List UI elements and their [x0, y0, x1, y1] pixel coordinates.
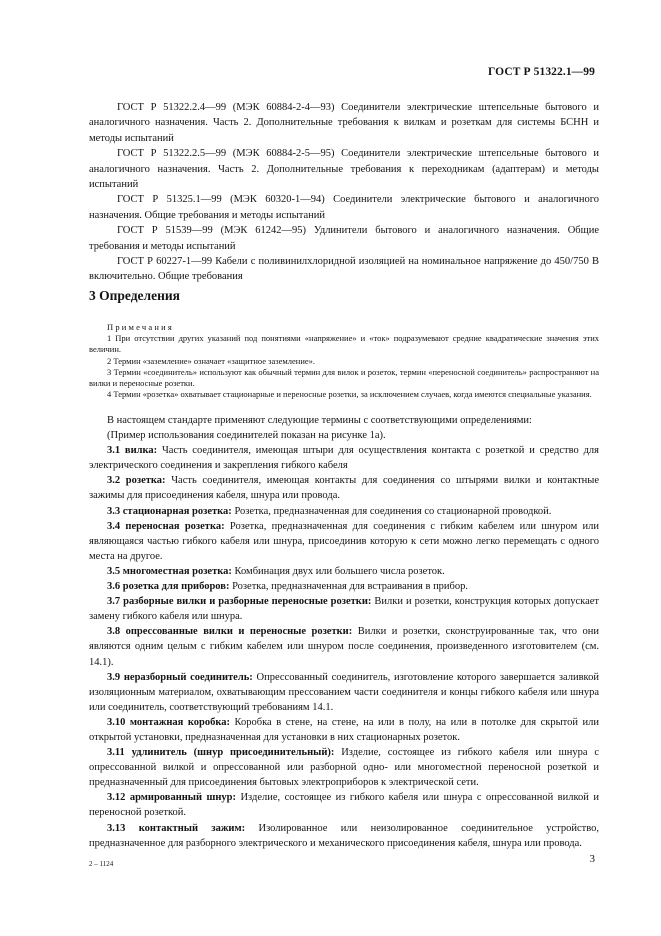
notes-title: Примечания: [107, 322, 174, 332]
definitions-body: [89, 413, 599, 851]
definition-term: 3.1 вилка:: [107, 445, 158, 457]
reference-item: ГОСТ Р 51322.2.5—99 (МЭК 60884-2-5—95) Соединители электрические штепсельные бытового и аналогичного назначения. Часть 2. Дополнительные требования к переходникам (адаптерам) и методы испытаний: [89, 148, 599, 191]
definition-term: 3.11 удлинитель (шнур присоединительный):: [107, 747, 335, 759]
definition-item: [89, 473, 599, 503]
note-item: 2 Термин «заземление» означает «защитное заземление».: [107, 355, 316, 366]
reference-item: ГОСТ Р 51322.2.4—99 (МЭК 60884-2-4—93) Соединители электрические штепсельные бытового и аналогичного назначения. Часть 2. Дополнительные требования к вилкам и розеткам для системы БСНН и методы испытаний: [89, 102, 599, 144]
definition-term: 3.8 опрессованные вилки и переносные розетки:: [107, 626, 353, 638]
definition-term: 3.12 армированный шнур:: [107, 792, 237, 804]
definition-text: Часть соединителя, имеющая контакты для соединения со штырями вилки и контактные зажимы для присоединения кабеля, шнура или провода.: [89, 475, 600, 502]
notes-block: [89, 322, 599, 400]
definition-item: [89, 519, 599, 564]
definition-text: Вилки и розетки, сконструированные так, что они являются одним целым с гибким кабелем или шнуром после соединения, произведенного изготовителем (см. 14.1).: [89, 626, 599, 668]
definition-term: 3.4 переносная розетка:: [107, 520, 225, 532]
standard-code-header: ГОСТ Р 51322.1—99: [488, 66, 595, 78]
normative-references: [89, 100, 599, 285]
definition-term: 3.6 розетка для приборов:: [107, 581, 230, 593]
definition-text: Коробка в стене, на стене, на или в полу, на или в потолке для скрытой или открытой установки, предназначенная для установки в них стационарных розеток.: [89, 716, 599, 743]
reference-item: ГОСТ Р 51539—99 (МЭК 61242—95) Удлинители бытового и аналогичного назначения. Общие требования и методы испытаний: [89, 225, 599, 252]
definition-item: [89, 821, 599, 851]
note-item: 3 Термин «соединитель» используют как обычный термин для вилок и розеток, термин «переносной соединитель» распространяют на вилки и переносные розетки.: [89, 366, 599, 389]
definition-term: 3.7 разборные вилки и разборные переносные розетки:: [107, 596, 372, 608]
definition-item: [89, 715, 599, 745]
definition-term: 3.3 стационарная розетка:: [107, 505, 232, 517]
definition-item: [89, 564, 599, 579]
definition-text: Розетка, предназначенная для соединения с гибким кабелем или шнуром или являющаяся частью гибкого кабеля или шнура, присоединив которую к сети можно легко перемещать с одного места на другое.: [89, 520, 599, 562]
definition-text: Часть соединителя, имеющая штыри для осуществления контакта с розеткой и средство для электрического соединения и закрепления гибкого кабеля: [89, 445, 599, 472]
definition-item: [89, 443, 599, 473]
definition-text: Изделие, состоящее из гибкого кабеля или шнура с опрессованной вилкой и опрессованной или разборной одно- или многоместной переносной розеткой и предназначенный для присоединения бытовых электроприборов к электрической сети.: [89, 747, 599, 789]
definition-item: [89, 670, 599, 715]
intro-paragraph: В настоящем стандарте применяют следующие термины с соответствующими определениями:: [107, 415, 532, 426]
definition-text: Вилки и розетки, конструкция которых допускает замену гибкого кабеля или шнура.: [89, 596, 600, 623]
definition-text: Изолированное или неизолированное соединительное устройство, предназначенное для разборного электрического и механического присоединения кабеля, шнура или провода.: [89, 822, 599, 849]
page-number: 3: [589, 853, 595, 865]
intro-paragraph: (Пример использования соединителей показан на рисунке 1а).: [107, 430, 386, 442]
definition-item: [89, 624, 599, 669]
definition-text: Опрессованный соединитель, изготовление которого завершается заливкой изоляционным материалом, охватывающим прессованием части соединителя и концы гибкого кабеля или шнура или соединитель, соответствующий требованиям 14.1.: [89, 671, 599, 713]
definition-item: [89, 579, 599, 594]
definition-item: [89, 504, 599, 519]
definition-text: Изделие, состоящее из гибкого кабеля или шнура с опрессованной вилкой и переносной розеткой.: [89, 792, 600, 819]
print-code: 2 – 1124: [89, 860, 114, 868]
reference-item: ГОСТ Р 60227-1—99 Кабели с поливинилхлоридной изоляцией на номинальное напряжение до 450/750 В включительно. Общие требования: [89, 256, 599, 283]
definition-item: [89, 594, 599, 624]
definition-text: Комбинация двух или большего числа розеток.: [231, 565, 445, 577]
definition-term: 3.10 монтажная коробка:: [107, 716, 231, 728]
note-item: 1 При отсутствии других указаний под понятиями «напряжение» и «ток» подразумевают средние квадратические значения этих величин.: [89, 333, 599, 355]
definition-term: 3.5 многоместная розетка:: [107, 565, 232, 577]
definition-term: 3.2 розетка:: [107, 475, 166, 487]
definition-text: Розетка, предназначенная для встраивания в прибор.: [229, 581, 469, 593]
note-item: 4 Термин «розетка» охватывает стационарные и переносные розетки, за исключением случаев, когда имеются специальные указания.: [107, 389, 592, 400]
definition-item: [89, 745, 599, 790]
definition-text: Розетка, предназначенная для соединения со стационарной проводкой.: [231, 505, 552, 517]
reference-item: ГОСТ Р 51325.1—99 (МЭК 60320-1—94) Соединители электрические бытового и аналогичного назначения. Общие требования и методы испытаний: [89, 194, 599, 221]
definition-term: 3.9 неразборный соединитель:: [107, 671, 253, 683]
definition-term: 3.13 контактный зажим:: [107, 822, 246, 834]
section-title: 3 Определения: [89, 288, 180, 303]
definition-item: [89, 790, 599, 820]
